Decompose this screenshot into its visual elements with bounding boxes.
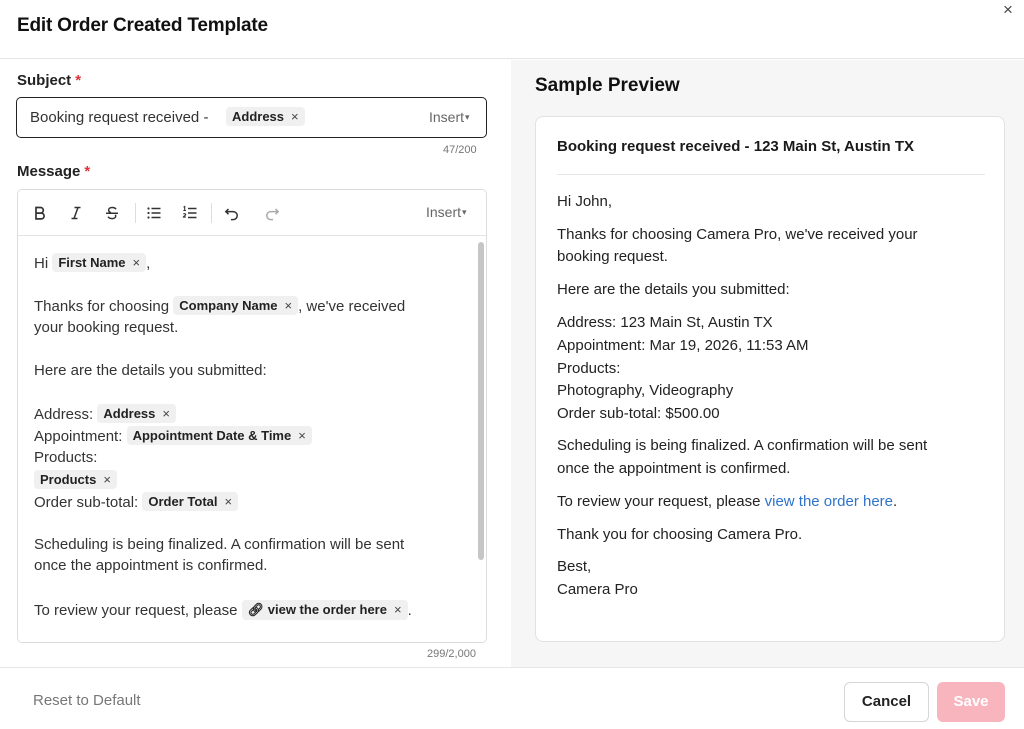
template-editor-panel [0, 60, 511, 667]
preview-best: Best, [557, 558, 592, 575]
first-name-chip[interactable]: First Name × [52, 253, 146, 272]
preview-thanks-2: booking request. [557, 248, 668, 265]
preview-scheduling-2: once the appointment is confirmed. [557, 460, 791, 477]
message-editor [17, 189, 487, 643]
products-chip[interactable]: Products × [34, 470, 117, 489]
line-subtotal: Order sub-total: Order Total × [34, 493, 238, 512]
dialog-header [0, 0, 1024, 59]
chip-remove-icon[interactable]: × [291, 109, 299, 124]
toolbar-divider [135, 203, 136, 223]
line-thanks: Thanks for choosing Company Name × , we've received [34, 298, 406, 315]
subject-char-counter: 47/200 [443, 144, 477, 156]
preview-signature: Camera Pro [557, 581, 638, 598]
view-order-link[interactable]: view the order here [764, 493, 894, 510]
preview-products-label: Products: [557, 360, 621, 377]
preview-review: To review your request, please view the order here. [557, 493, 898, 510]
editor-scrollbar[interactable] [478, 242, 484, 560]
message-label: Message * [17, 163, 91, 180]
appointment-chip[interactable]: Appointment Date & Time × [127, 426, 312, 445]
line-scheduling-2: once the appointment is confirmed. [34, 557, 268, 574]
undo-icon[interactable] [221, 202, 243, 224]
editor-toolbar [18, 190, 487, 236]
close-icon[interactable]: × [1003, 0, 1013, 19]
line-greeting: Hi First Name × , [34, 255, 151, 272]
save-button[interactable]: Save [937, 682, 1005, 722]
subject-input[interactable] [16, 97, 487, 138]
line-appointment: Appointment: Appointment Date & Time × [34, 427, 312, 446]
preview-subtotal: Order sub-total: $500.00 [557, 405, 720, 422]
preview-closing: Thank you for choosing Camera Pro. [557, 526, 803, 543]
chip-remove-icon[interactable]: × [284, 298, 293, 313]
dialog-title: Edit Order Created Template [17, 15, 268, 36]
required-mark: * [84, 163, 91, 180]
order-link-chip[interactable]: 🔗︎ view the order here × [242, 600, 408, 620]
toolbar-divider [211, 203, 212, 223]
chip-remove-icon[interactable]: × [103, 472, 111, 487]
address-chip[interactable]: Address × [97, 404, 176, 423]
line-thanks-2: your booking request. [34, 319, 179, 336]
redo-icon[interactable] [261, 202, 283, 224]
chip-remove-icon[interactable]: × [393, 602, 402, 617]
line-details: Here are the details you submitted: [34, 362, 267, 379]
line-address: Address: Address × [34, 405, 176, 424]
reset-to-default-button[interactable]: Reset to Default [33, 692, 141, 709]
line-products-label: Products: [34, 449, 98, 466]
preview-appointment: Appointment: Mar 19, 2026, 11:53 AM [557, 337, 809, 354]
subject-insert-dropdown[interactable]: Insert▾ [429, 109, 470, 125]
preview-address: Address: 123 Main St, Austin TX [557, 314, 773, 331]
message-char-counter: 299/2,000 [427, 648, 476, 660]
preview-greeting: Hi John, [557, 193, 613, 210]
cancel-button[interactable]: Cancel [844, 682, 929, 722]
preview-title: Sample Preview [535, 75, 680, 96]
subject-text[interactable]: Booking request received - [30, 109, 209, 126]
caret-down-icon: ▾ [462, 207, 467, 217]
italic-icon[interactable] [65, 202, 87, 224]
preview-card [535, 116, 1005, 642]
bullet-list-icon[interactable] [143, 202, 165, 224]
preview-products: Photography, Videography [557, 382, 734, 399]
preview-thanks-1: Thanks for choosing Camera Pro, we've received your [557, 226, 918, 243]
message-insert-dropdown[interactable]: Insert▾ [426, 204, 467, 220]
strikethrough-icon[interactable] [101, 202, 123, 224]
chip-remove-icon[interactable]: × [132, 255, 141, 270]
chip-remove-icon[interactable]: × [162, 406, 170, 421]
line-review: To review your request, please 🔗︎ view the order here × . [34, 602, 412, 619]
line-products [34, 471, 117, 490]
preview-divider [557, 174, 985, 175]
order-total-chip[interactable]: Order Total × [142, 492, 238, 511]
preview-scheduling-1: Scheduling is being finalized. A confirmation will be sent [557, 437, 928, 454]
dialog-footer [0, 667, 1024, 729]
preview-panel [511, 60, 1024, 667]
required-mark: * [75, 72, 82, 89]
chip-remove-icon[interactable]: × [298, 428, 306, 443]
subject-label: Subject * [17, 72, 82, 89]
line-scheduling-1: Scheduling is being finalized. A confirmation will be sent [34, 536, 405, 553]
preview-details: Here are the details you submitted: [557, 281, 790, 298]
preview-subject: Booking request received - 123 Main St, Austin TX [557, 138, 915, 155]
message-body[interactable] [18, 237, 487, 643]
numbered-list-icon[interactable] [179, 202, 201, 224]
company-name-chip[interactable]: Company Name × [173, 296, 298, 315]
link-icon: 🔗︎ [247, 602, 265, 617]
subject-address-chip[interactable]: Address × [226, 107, 305, 126]
caret-down-icon: ▾ [465, 112, 470, 122]
bold-icon[interactable] [29, 202, 51, 224]
chip-remove-icon[interactable]: × [224, 494, 233, 509]
